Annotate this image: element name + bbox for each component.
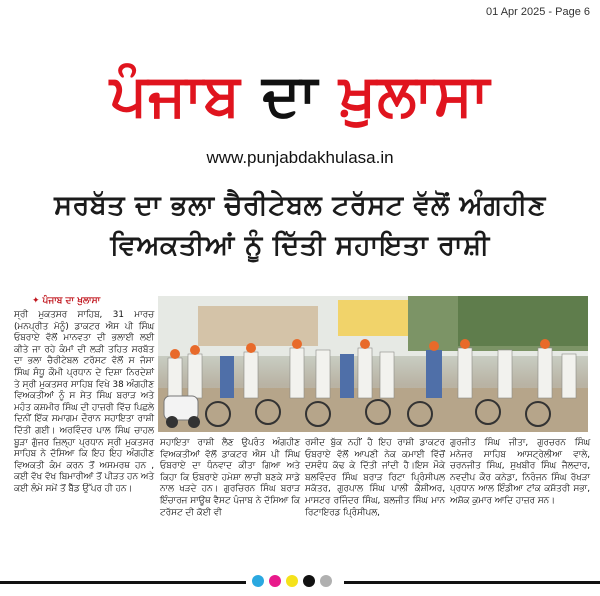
article-column-1 — [14, 296, 154, 496]
top-bar — [0, 0, 600, 28]
print-color-bar — [0, 572, 600, 588]
registration-line-right — [344, 581, 600, 584]
masthead — [0, 62, 600, 128]
masthead-word-1: ਪੰਜਾਬ — [109, 61, 241, 129]
yellow-swatch — [286, 575, 298, 587]
black-swatch — [303, 575, 315, 587]
cyan-swatch — [252, 575, 264, 587]
masthead-word-2: ਦਾ — [262, 61, 319, 129]
byline-text: ਪੰਜਾਬ ਦਾ ਖ਼ੁਲਾਸਾ — [42, 296, 101, 306]
cmyk-swatches — [252, 575, 332, 587]
headline-line-2: ਵਿਅਕਤੀਆਂ ਨੂੰ ਦਿੱਤੀ ਸਹਾਇਤਾ ਰਾਸ਼ੀ — [110, 230, 490, 261]
masthead-title — [0, 62, 600, 128]
magenta-swatch — [269, 575, 281, 587]
article-column-3 — [305, 438, 445, 519]
byline-bullet-icon: ✦ — [32, 296, 40, 306]
article-column-2 — [160, 438, 300, 519]
column-4-text: ਗੁਰਜੀਤ ਸਿੰਘ ਜੀਤਾ, ਗੁਰਚਰਨ ਸਿੰਘ ਮਨੇਜਰ ਸਾਹਿਬ ਆਸਟ੍ਰੇਲੀਆ ਵਾਲੇ, ਚਰਨਜੀਤ ਸਿੰਘ, ਸੁਖਬੀਰ ਸਿੰਘ ਜੈਲਦਾਰ, ਨਵਦੀਪ ਕੌਰ ਕਨੇਡਾ, ਨਿਰੰਜਨ ਸਿੰਘ ਰੱਖੜਾ ਪ੍ਰਧਾਨ ਆਲ ਇੰਡੀਆ ਟਾਂਕ ਕਸ਼ੱਤਰੀ ਸਭਾ, ਅਸ਼ੋਕ ਕੁਮਾਰ ਆਦਿ ਹਾਜ਼ਰ ਸਨ। — [450, 438, 590, 506]
byline — [32, 296, 154, 306]
article-photo — [158, 296, 588, 432]
group-photo-illustration — [158, 296, 588, 432]
article-headline — [16, 186, 584, 266]
headline-line-1: ਸਰਬੱਤ ਦਾ ਭਲਾ ਚੈਰੀਟੇਬਲ ਟਰੱਸਟ ਵੱਲੋਂ ਅੰਗਹੀਣ — [54, 190, 546, 221]
column-2-text: ਸਹਾਇਤਾ ਰਾਸ਼ੀ ਲੈਣ ਉਪਰੰਤ ਅੰਗਹੀਣ ਵਿਅਕਤੀਆਂ ਵੱਲੋਂ ਡਾਕਟਰ ਐਸ ਪੀ ਸਿੰਘ ਓਬਰਾਏ ਦਾ ਧੰਨਵਾਦ ਕੀਤਾ ਗਿਆ ਅਤੇ ਕਿਹਾ ਕਿ ਓਬਰਾਏ ਹਮੇਸ਼ਾ ਲਾਚੀ ਬਣਕੇ ਸਾਡੇ ਨਾਲ ਖੜਦੇ ਹਨ। ਗੁਰਚਿਰਨ ਸਿੰਘ ਬਰਾੜ ਇੰਚਾਰਜ ਸਾਊਥ ਵੈਸਟ ਪੰਜਾਬ ਨੇ ਦੱਸਿਆ ਕਿ ਟਰੱਸਟ ਦੀ ਕੋਈ ਵੀ — [160, 438, 300, 518]
registration-line-left — [0, 581, 246, 584]
column-1-text: ਸ੍ਰੀ ਮੁਕਤਸਰ ਸਾਹਿਬ, 31 ਮਾਰਚ (ਮਨਪ੍ਰੀਤ ਮੋਨੂੰ) ਡਾਕਟਰ ਐਸ ਪੀ ਸਿੰਘ ਓਬਰਾਏ ਵੱਲੋਂ ਮਾਨਵਤਾ ਦੀ ਭਲਾਈ ਲਈ ਕੀਤੇ ਜਾ ਰਹੇ ਕੰਮਾਂ ਦੀ ਲੜੀ ਤਹਿਤ ਸਰਬੱਤ ਦਾ ਭਲਾ ਚੈਰੀਟੇਬਲ ਟਰੱਸਟ ਵੱਲੋਂ ਸ ਜੱਸਾ ਸਿੰਘ ਸੰਧੂ ਕੌਮੀ ਪ੍ਰਧਾਨ ਦੇ ਦਿਸ਼ਾ ਨਿਰਦੇਸ਼ਾਂ ਤੇ ਸ੍ਰੀ ਮੁਕਤਸਰ ਸਾਹਿਬ ਵਿਖੇ 38 ਅੰਗਹੀਣ ਵਿਅਕਤੀਆਂ ਨੂੰ ਸ ਸੇਤ ਸਿੰਘ ਬਰਾੜ ਅਤੇ ਮਹੰਤ ਕਸ਼ਮੀਰ ਸਿੰਘ ਦੀ ਹਾਜ਼ਰੀ ਵਿੱਚ ਪਿਛਲੇ ਦਿਨੀਂ ਇੱਕ ਸਮਾਗਮ ਦੌਰਾਨ ਸਹਾਇਤਾ ਰਾਸ਼ੀ ਦਿੱਤੀ ਗਈ। ਅਰਵਿੰਦਰ ਪਾਲ ਸਿੰਘ ਚਾਹਲ ਬੂੜਾ ਗੁੱਜਰ ਜ਼ਿਲ੍ਹਾ ਪ੍ਰਧਾਨ ਸ੍ਰੀ ਮੁਕਤਸਰ ਸਾਹਿਬ ਨੇ ਦੱਸਿਆ ਕਿ ਇਹ ਇਹ ਅੰਗਹੀਣ ਵਿਅਕਤੀ ਕੰਮ ਕਰਨ ਤੋਂ ਅਸਮਰਥ ਹਨ , ਕਈ ਵੱਖ ਵੱਖ ਬਿਮਾਰੀਆਂ ਤੋਂ ਪੀੜਤ ਹਨ ਅਤੇ ਕਈ ਲੰਮੇ ਸਮੇਂ ਤੋਂ ਬੈੱਡ ਉੱਪਰ ਹੀ ਹਨ। — [14, 310, 154, 494]
date-page-label: 01 Apr 2025 - Page 6 — [486, 6, 590, 18]
gray-swatch — [320, 575, 332, 587]
masthead-word-3: ਖ਼ੁਲਾਸਾ — [339, 61, 491, 129]
article-column-4 — [450, 438, 590, 508]
column-3-text: ਰਸੀਦ ਬੁੱਕ ਨਹੀਂ ਹੈ ਇਹ ਰਾਸ਼ੀ ਡਾਕਟਰ ਓਬਰਾਏ ਵੱਲੋਂ ਆਪਣੀ ਨੇਕ ਕਮਾਈ ਵਿੱਚੋਂ ਦਸਵੰਧ ਕੱਢ ਕੇ ਦਿੱਤੀ ਜਾਂਦੀ ਹੈ।ਇਸ ਮੌਕੇ ਬਲਵਿੰਦਰ ਸਿੰਘ ਬਰਾੜ ਰਿਟਾ ਪ੍ਰਿੰਸੀਪਲ ਸਕੱਤਰ, ਗੁਰਪਾਲ ਸਿੰਘ ਪਾਲੀ ਕੈਸ਼ੀਅਰ, ਮਾਸਟਰ ਰਜਿੰਦਰ ਸਿੰਘ, ਬਲਜੀਤ ਸਿੰਘ ਮਾਨ ਰਿਟਾਇਰਡ ਪ੍ਰਿੰਸੀਪਲ, — [305, 438, 445, 518]
website-url: www.punjabdakhulasa.in — [206, 148, 394, 167]
